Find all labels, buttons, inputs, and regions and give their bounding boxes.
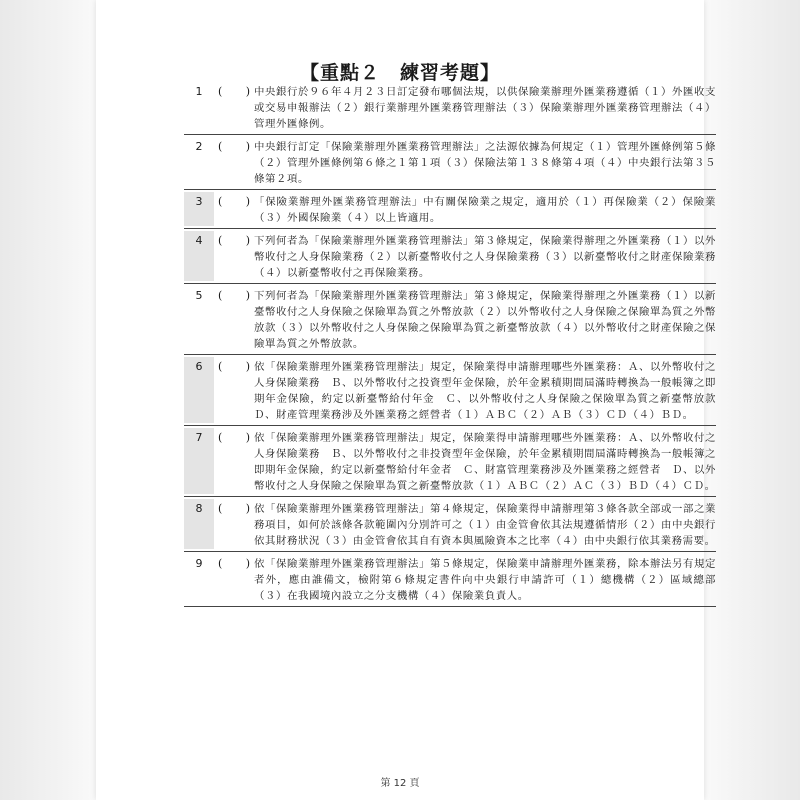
question-number: 6 — [184, 357, 214, 423]
question-text: 依「保險業辦理外匯業務管理辦法」第５條規定，保險業申請辦理外匯業務，除本辦法另有規定者外，應由誰備文，檢附第６條規定書件向中央銀行申請許可（１）總機構（２）區域總部（３）在我國境內設立之分支機構（４）保險業負責人。 — [254, 558, 716, 602]
question-row — [184, 284, 716, 355]
question-number: 8 — [184, 499, 214, 549]
answer-blank: ( ) — [218, 360, 250, 373]
question-number: 3 — [184, 192, 214, 226]
question-text: 依「保險業辦理外匯業務管理辦法」第４條規定，保險業得申請辦理第３條各款全部或一部之業務項目，如何於該條各款範圍內分別許可之（１）由金管會依其法規遵循情形（２）由中央銀行依其財務狀況（３）由金管會依其自有資本與風險資本之比率（４）由中央銀行依其業務需要。 — [254, 503, 716, 547]
question-number: 9 — [195, 557, 203, 570]
question-text: 下列何者為「保險業辦理外匯業務管理辦法」第３條規定，保險業得辦理之外匯業務（１）以新臺幣收付之人身保險之保險單為質之外幣放款（２）以外幣收付之人身保險之保險單為質之外幣放款（３）以外幣收付之人身保險之保險單為質之新臺幣放款（４）以外幣收付之財產保險之保險單為質之外幣放款。 — [254, 290, 716, 350]
answer-blank: ( ) — [218, 557, 250, 570]
question-text: 中央銀行訂定「保險業辦理外匯業務管理辦法」之法源依據為何規定（１）管理外匯條例第５條（２）管理外匯條例第６條之１第１項（３）保險法第１３８條第４項（４）中央銀行法第３５條第２項。 — [254, 141, 716, 185]
question-row — [184, 355, 727, 426]
question-text: 依「保險業辦理外匯業務管理辦法」規定，保險業得申請辦理哪些外匯業務：Ａ、以外幣收付之人身保險業務 Ｂ、以外幣收付之投資型年金保險，於年金累積期間屆滿時轉換為一般帳簿之即期年金保險，約定以新臺幣給付年金 Ｃ、以外幣收付之人身保險之保險單為質之新臺幣放款 Ｄ、財產管理業務涉及外匯業務之經營者（１）ＡＢＣ（２）ＡＢ（３）ＣＤ（４）ＢＤ。 — [254, 361, 727, 421]
question-row — [184, 190, 716, 229]
question-list — [184, 80, 727, 607]
answer-blank: ( ) — [218, 289, 250, 302]
question-number: 7 — [184, 428, 214, 494]
question-number: 1 — [195, 85, 203, 98]
question-text: 下列何者為「保險業辦理外匯業務管理辦法」第３條規定，保險業得辦理之外匯業務（１）以外幣收付之人身保險業務（２）以新臺幣收付之人身保險業務（３）以新臺幣收付之財產保險業務（４）以新臺幣收付之再保險業務。 — [254, 235, 716, 279]
question-text: 「保險業辦理外匯業務管理辦法」中有關保險業之規定，適用於（１）再保險業（２）保險業（３）外國保險業（４）以上皆適用。 — [254, 196, 716, 224]
question-number: 4 — [184, 231, 214, 281]
page-title: 【重點２ 練習考題】 — [299, 62, 500, 84]
answer-blank: ( ) — [218, 195, 250, 208]
document-page — [96, 0, 727, 800]
question-row — [184, 497, 716, 552]
question-text: 依「保險業辦理外匯業務管理辦法」規定，保險業得申請辦理哪些外匯業務：Ａ、以外幣收付之人身保險業務 Ｂ、以外幣收付之非投資型年金保險，於年金累積期間屆滿時轉換為一般帳簿之即期年金保險，約定以新臺幣給付年金者 Ｃ、財富管理業務涉及外匯業務之經營者 Ｄ、以外幣收付之人身保險之保險單為質之新臺幣放款（１）ＡＢＣ（２）ＡＣ（３）ＢＤ（４）ＣＤ。 — [254, 432, 716, 492]
answer-blank: ( ) — [218, 431, 250, 444]
question-number: 2 — [195, 140, 203, 153]
answer-blank: ( ) — [218, 85, 250, 98]
answer-blank: ( ) — [218, 140, 250, 153]
question-row — [184, 229, 716, 284]
question-row — [184, 552, 716, 607]
answer-blank: ( ) — [218, 502, 250, 515]
question-row — [184, 135, 716, 190]
question-row — [184, 80, 716, 135]
answer-blank: ( ) — [218, 234, 250, 247]
question-text: 中央銀行於９６年４月２３日訂定發布哪個法規，以供保險業辦理外匯業務遵循（１）外匯收支或交易申報辦法（２）銀行業辦理外匯業務管理辦法（３）保險業辦理外匯業務管理辦法（４）管理外匯條例。 — [254, 86, 716, 130]
page-number: 第 12 頁 — [380, 778, 420, 789]
question-row — [184, 426, 716, 497]
question-number: 5 — [195, 289, 203, 302]
